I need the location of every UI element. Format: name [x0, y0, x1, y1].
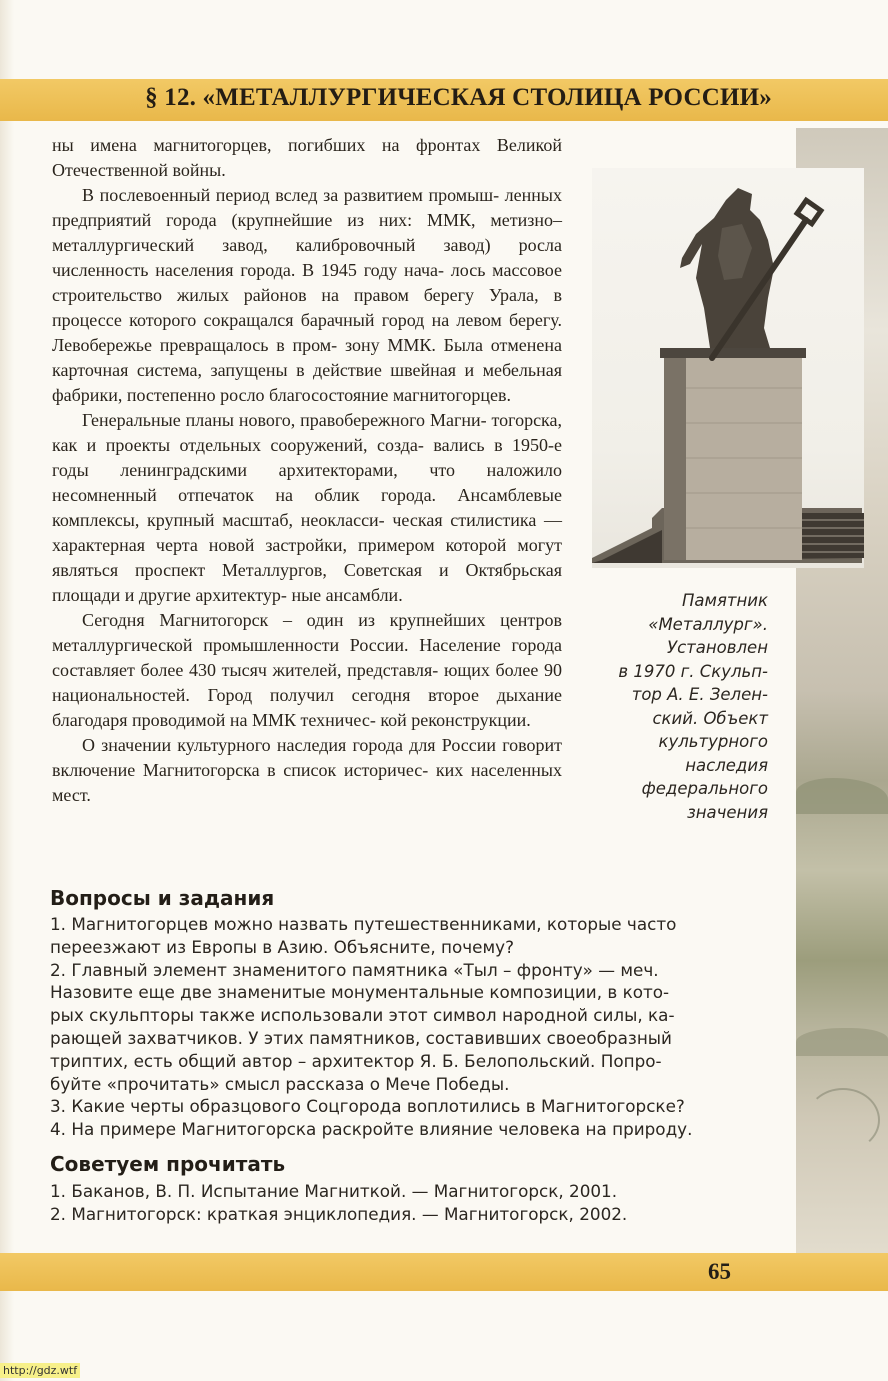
caption-line: в 1970 г. Скульп- — [618, 661, 768, 681]
text-line: ющих более 90 национальностей. Город получил сегодня — [52, 660, 563, 705]
text-line: города составляет более 430 тысяч жителей, представля- — [52, 635, 563, 680]
text-line: В послевоенный период вслед за развитием промыш- — [82, 185, 500, 205]
questions-list — [50, 913, 750, 1141]
text-line: в действие швейная и мебельная фабрики, постепенно — [52, 360, 563, 405]
text-line: Генеральные планы нового, правобережного Магни- — [82, 410, 487, 430]
caption-line: Установлен — [667, 638, 768, 657]
caption-line: федерального — [641, 779, 768, 798]
text-line: О значении культурного наследия города для России — [82, 735, 497, 755]
text-line: лось массовое строительство жилых районов на правом — [52, 260, 563, 305]
question-line: переезжают из Европы в Азию. Объясните, почему? — [50, 936, 514, 957]
text-line: метизно–металлургический завод, калибровочный завод) — [52, 210, 563, 255]
text-line: ких населенных мест. — [52, 760, 563, 805]
text-line: берегу Урала, в процессе которого сокращался барачный — [52, 285, 563, 330]
landscape-hill — [796, 1028, 888, 1056]
text-line: зону ММК. Была отменена карточная система, запущены — [52, 335, 563, 380]
caption-line: ский. Объект — [652, 708, 768, 728]
text-line: говорит включение Магнитогорска в список историчес- — [52, 735, 562, 780]
text-line: вались в 1950-е годы ленинградскими архитекторами, — [52, 435, 563, 480]
text-line: Сегодня Магнитогорск – один из крупнейших центров — [82, 610, 562, 630]
caption-line: Памятник — [682, 591, 768, 610]
text-line: что наложило несомненный отпечаток на облик города. — [52, 460, 562, 505]
section-title: § 12. «МЕТАЛЛУРГИЧЕСКАЯ СТОЛИЦА РОССИИ» — [145, 84, 772, 111]
caption-line: «Металлург». — [648, 614, 768, 634]
text-line: ны имена магнитогорцев, погибших на фронтах Великой — [52, 135, 562, 155]
page-number: 65 — [708, 1259, 731, 1284]
paragraph — [52, 133, 562, 183]
text-line: ные ансамбли. — [291, 585, 403, 605]
photo-caption — [586, 589, 768, 824]
text-line: ленных предприятий города (крупнейшие из них: ММК, — [52, 185, 562, 230]
text-line: второе дыхание благодаря проводимой на ММК техничес- — [52, 685, 562, 730]
reading-heading: Советуем прочитать — [50, 1152, 286, 1176]
footer-band — [0, 1253, 888, 1291]
text-line: металлургической промышленности России. Население — [52, 635, 501, 655]
question-line: 3. Какие черты образцового Соцгорода воплотились в Магнитогорске? — [50, 1096, 685, 1117]
question-line: рых скульпторы также использовали этот символ народной силы, ка- — [50, 1005, 675, 1026]
text-line: Отечественной войны. — [52, 160, 226, 180]
landscape-river — [806, 1088, 880, 1152]
caption-line: наследия — [685, 755, 768, 775]
body-text — [52, 133, 562, 808]
paragraph — [52, 183, 562, 408]
text-line: Советская и Октябрьская площади и другие архитектур- — [52, 560, 562, 605]
paragraph — [52, 408, 562, 608]
reading-item: 2. Магнитогорск: краткая энциклопедия. — Магнитогорск, 2002. — [50, 1203, 628, 1224]
source-watermark[interactable]: http://gdz.wtf — [0, 1363, 80, 1378]
question-line: 2. Главный элемент знаменитого памятника «Тыл – фронту» — меч. — [50, 959, 659, 980]
text-line: тогорска, как и проекты отдельных сооружений, созда- — [52, 410, 563, 455]
question-line: триптих, есть общий автор – архитектор Я. Б. Белопольский. Попро- — [50, 1050, 662, 1071]
text-line: Ансамблевые комплексы, крупный масштаб, неокласси- — [52, 485, 563, 530]
text-line: ческая стилистика — характерная черта новой застройки, — [52, 510, 563, 555]
question-line: 1. Магнитогорцев можно назвать путешественниками, которые часто — [50, 914, 677, 934]
caption-line: тор А. Е. Зелен- — [631, 685, 768, 704]
text-line: город на левом берегу. Левобережье превращалось в пром- — [52, 310, 563, 355]
landscape-hill — [796, 778, 888, 814]
monument-photo — [592, 168, 864, 568]
text-line: кой реконструкции. — [380, 710, 531, 730]
paragraph — [52, 733, 562, 808]
paragraph — [52, 608, 562, 733]
questions-heading: Вопросы и задания — [50, 886, 275, 910]
text-line: росла численность населения города. В 1945 году нача- — [52, 235, 562, 280]
question-line: буйте «прочитать» смысл рассказа о Мече Победы. — [50, 1073, 510, 1094]
monument-illustration — [592, 168, 864, 568]
text-line: росло благосостояние магнитогорцев. — [220, 385, 511, 405]
question-line: Назовите еще две знаменитые монументальные композиции, в кото- — [50, 982, 670, 1003]
reading-item: 1. Баканов, В. П. Испытание Магниткой. — Магнитогорск, 2001. — [50, 1181, 618, 1201]
caption-line: культурного — [658, 732, 768, 751]
reading-list — [50, 1180, 750, 1226]
question-line: рающей захватчиков. У этих памятников, составивших своеобразный — [50, 1027, 672, 1048]
question-line: 4. На примере Магнитогорска раскройте влияние человека на природу. — [50, 1119, 693, 1140]
text-line: примером которой могут являться проспект Металлургов, — [52, 535, 563, 580]
caption-line: значения — [686, 802, 768, 822]
